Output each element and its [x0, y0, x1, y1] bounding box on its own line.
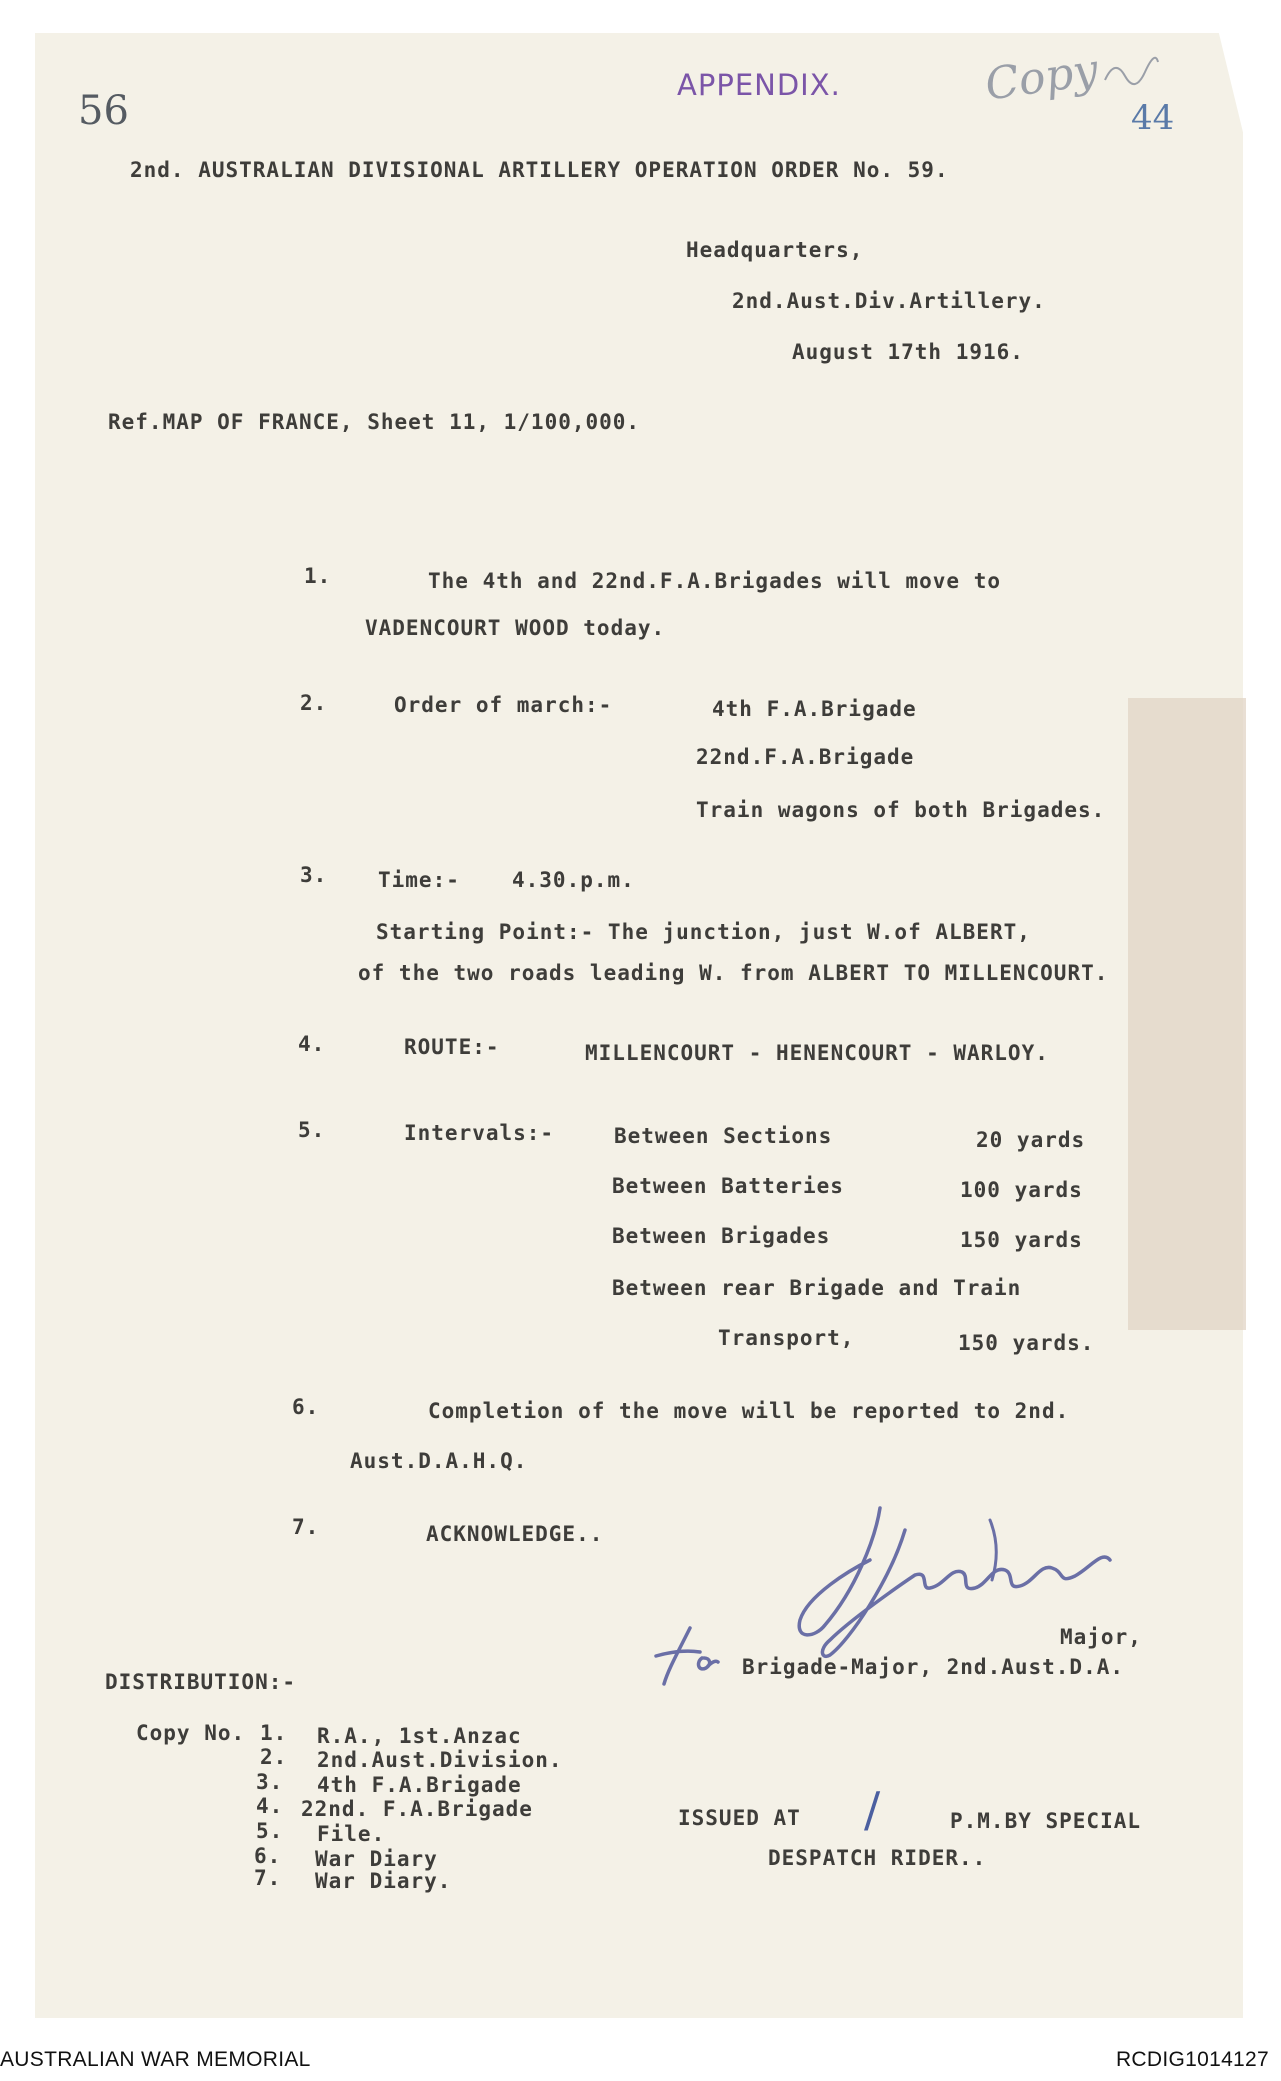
issued-time-mark: / — [864, 1782, 881, 1838]
hq-line-1: Headquarters, — [686, 238, 864, 262]
footer-record-id: RCDIG1014127 — [1115, 2048, 1269, 2071]
interval-item: Between Batteries — [612, 1174, 844, 1198]
order-date: August 17th 1916. — [792, 340, 1024, 364]
copy-recipient: 2nd.Aust.Division. — [317, 1748, 563, 1772]
copy-number: 3. — [256, 1770, 284, 1794]
copy-number: 2. — [260, 1745, 288, 1769]
copy-number: 5. — [256, 1819, 284, 1843]
interval-item: Transport, — [718, 1326, 855, 1350]
interval-distance: 20 yards — [976, 1128, 1086, 1152]
folio-number: 44 — [1131, 98, 1175, 138]
march-order-item: 4th F.A.Brigade — [712, 697, 917, 721]
map-reference: Ref.MAP OF FRANCE, Sheet 11, 1/100,000. — [108, 410, 641, 434]
intervals-label: Intervals:- — [404, 1121, 555, 1145]
starting-point-line-2: of the two roads leading W. from ALBERT TO MILLENCOURT. — [358, 961, 1109, 985]
interval-item: Between Brigades — [612, 1224, 831, 1248]
para-6-line-1: Completion of the move will be reported to 2nd. — [428, 1399, 1070, 1423]
copy-number: 4. — [256, 1794, 284, 1818]
footer-institution: AUSTRALIAN WAR MEMORIAL — [0, 2048, 311, 2071]
for-mark — [650, 1622, 720, 1692]
para-4-number: 4. — [298, 1032, 326, 1056]
copy-number: 7. — [254, 1866, 282, 1890]
time-label: Time:- — [378, 868, 460, 892]
para-3-number: 3. — [300, 863, 328, 887]
despatch-rider: DESPATCH RIDER.. — [768, 1846, 987, 1870]
copy-recipient: War Diary. — [315, 1869, 452, 1893]
distribution-heading: DISTRIBUTION:- — [105, 1670, 297, 1694]
time-value: 4.30.p.m. — [512, 868, 635, 892]
copy-recipient: 22nd. F.A.Brigade — [301, 1797, 533, 1821]
acknowledge: ACKNOWLEDGE.. — [426, 1522, 604, 1546]
para-2-label: Order of march:- — [394, 693, 613, 717]
page-number: 56 — [78, 88, 129, 134]
interval-item: Between rear Brigade and Train — [612, 1276, 1022, 1300]
starting-point-line-1: Starting Point:- The junction, just W.of ALBERT, — [376, 920, 1031, 944]
order-title: 2nd. AUSTRALIAN DIVISIONAL ARTILLERY OPERATION ORDER No. 59. — [130, 158, 949, 182]
copy-number: 1. — [260, 1721, 288, 1745]
appendix-stamp: APPENDIX. — [677, 68, 841, 102]
copy-number: 6. — [254, 1844, 282, 1868]
para-6-line-2: Aust.D.A.H.Q. — [350, 1449, 528, 1473]
copy-note-scribble — [1100, 50, 1160, 90]
interval-distance: 100 yards — [960, 1178, 1083, 1202]
hq-line-2: 2nd.Aust.Div.Artillery. — [732, 289, 1046, 313]
march-order-item: 22nd.F.A.Brigade — [696, 745, 915, 769]
copy-recipient: War Diary — [315, 1847, 438, 1871]
copy-recipient: R.A., 1st.Anzac — [317, 1724, 522, 1748]
copy-recipient: 4th F.A.Brigade — [317, 1773, 522, 1797]
para-7-number: 7. — [292, 1515, 320, 1539]
route-label: ROUTE:- — [404, 1035, 500, 1059]
interval-distance: 150 yards. — [958, 1331, 1095, 1355]
interval-distance: 150 yards — [960, 1228, 1083, 1252]
para-5-number: 5. — [298, 1118, 326, 1142]
march-order-item: Train wagons of both Brigades. — [696, 798, 1106, 822]
interval-item: Between Sections — [614, 1124, 833, 1148]
para-1-line-2: VADENCOURT WOOD today. — [365, 616, 666, 640]
signatory-title: Brigade-Major, 2nd.Aust.D.A. — [742, 1655, 1125, 1679]
para-1-number: 1. — [304, 564, 332, 588]
copy-label: Copy No. — [136, 1721, 246, 1745]
issued-by: P.M.BY SPECIAL — [950, 1809, 1142, 1833]
paper-stain — [1128, 698, 1246, 1330]
copy-pencil-note: Copy — [982, 44, 1102, 111]
para-1-line-1: The 4th and 22nd.F.A.Brigades will move to — [428, 569, 1002, 593]
signatory-rank: Major, — [1060, 1625, 1142, 1649]
copy-recipient: File. — [317, 1822, 386, 1846]
issued-at: ISSUED AT — [678, 1806, 801, 1830]
para-6-number: 6. — [292, 1395, 320, 1419]
para-2-number: 2. — [300, 691, 328, 715]
route-value: MILLENCOURT - HENENCOURT - WARLOY. — [585, 1041, 1049, 1065]
